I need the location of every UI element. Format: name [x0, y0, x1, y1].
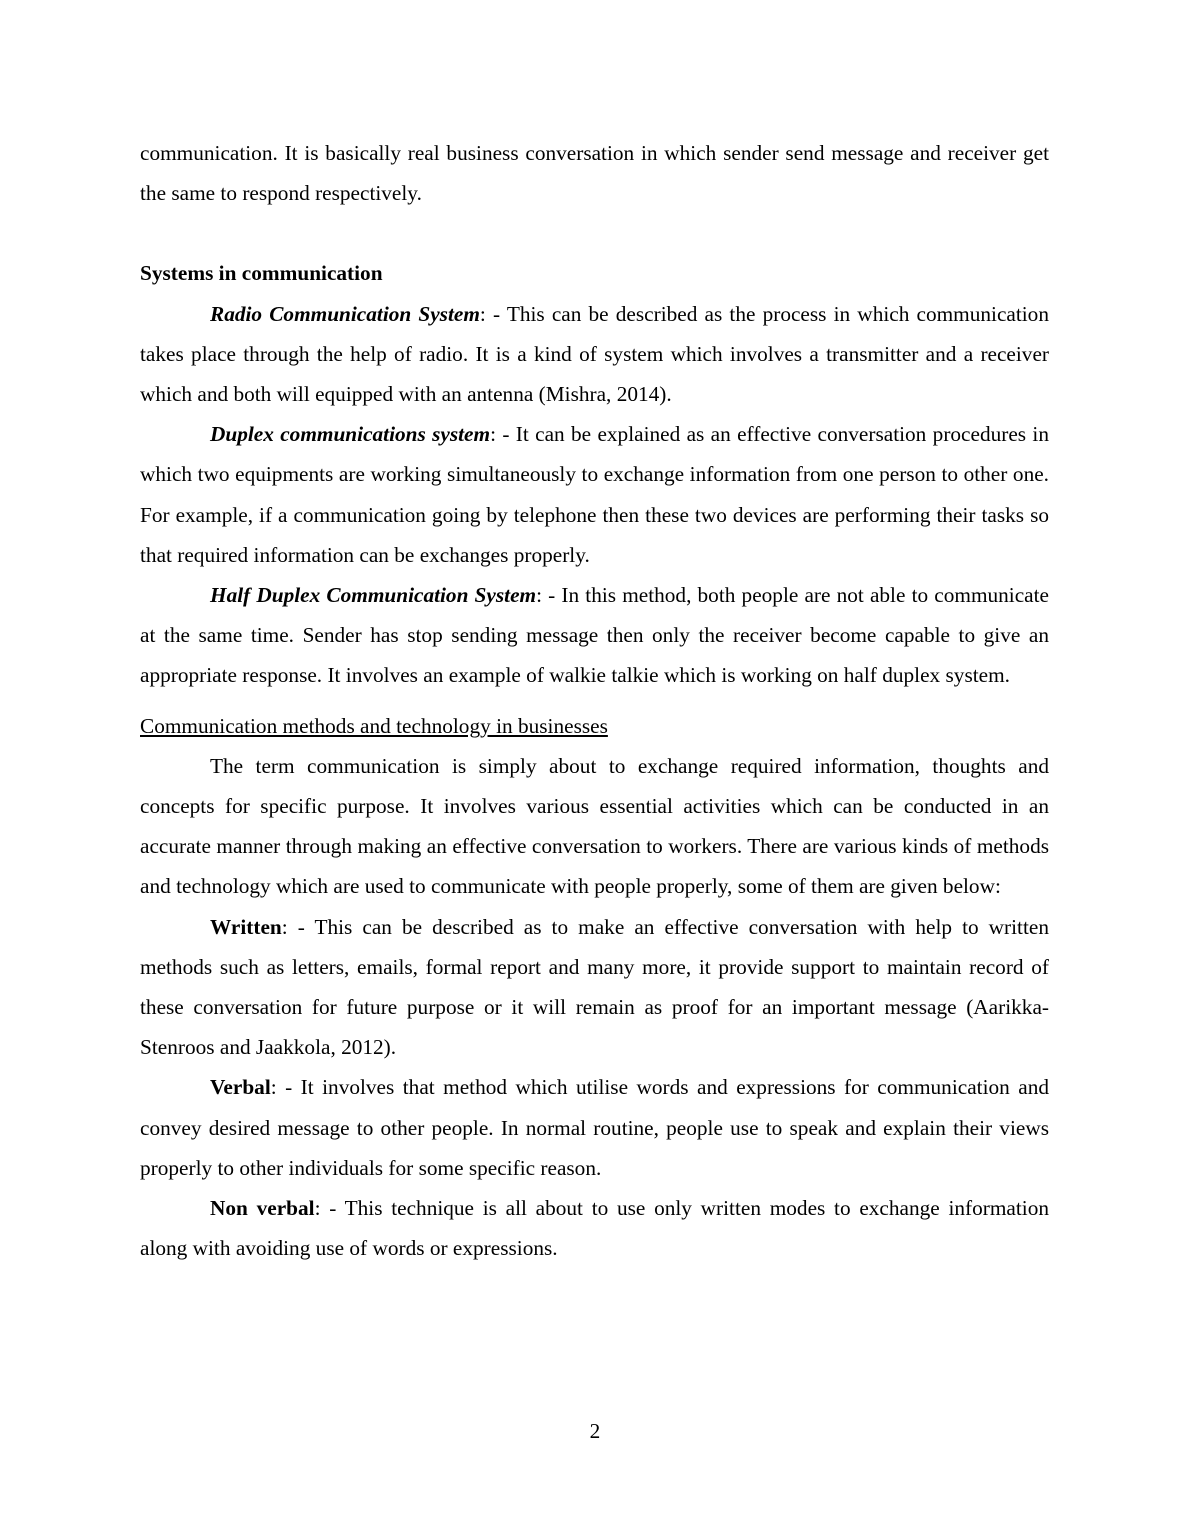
- method-separator: : -: [270, 1075, 301, 1100]
- system-paragraph-radio: [140, 294, 1049, 415]
- method-paragraph-written: [140, 907, 1049, 1068]
- method-paragraph-non-verbal: [140, 1188, 1049, 1268]
- system-term-duplex: Duplex communications system: [210, 422, 491, 447]
- document-page: [140, 133, 1049, 1268]
- method-body-written: This can be described as to make an effective conversation with help to written methods such as letters, emails, formal report and many more, it provide support to maintain record of these conversation for future purpose or it will remain as proof for an important message (Aarikka-Stenroos and Jaakkola, 2012).: [140, 914, 1049, 1060]
- system-paragraph-duplex: [140, 414, 1049, 575]
- system-separator: : -: [536, 583, 562, 608]
- system-paragraph-half-duplex: [140, 575, 1049, 696]
- method-body-non-verbal: This technique is all about to use only written modes to exchange information along with avoiding use of words or expressions.: [140, 1196, 1049, 1261]
- method-term-verbal: Verbal: [210, 1075, 271, 1100]
- method-paragraph-verbal: [140, 1067, 1049, 1188]
- method-term-non-verbal: Non verbal: [210, 1196, 315, 1221]
- system-body-half-duplex: In this method, both people are not able to communicate at the same time. Sender has stop sending message then only the receiver become capable to give an appropriate response. It involves an example of walkie talkie which is working on half duplex system.: [140, 583, 1049, 688]
- method-body-verbal: It involves that method which utilise words and expressions for communication and convey desired message to other people. In normal routine, people use to speak and explain their views properly to other individuals for some specific reason.: [140, 1075, 1049, 1180]
- method-term-written: Written: [210, 914, 282, 939]
- system-separator: : -: [490, 422, 516, 447]
- system-body-duplex: It can be explained as an effective conversation procedures in which two equipments are working simultaneously to exchange information from one person to other one. For example, if a communication going by telephone then these two devices are performing their tasks so that required information can be exchanges properly.: [140, 422, 1049, 567]
- method-separator: : -: [314, 1196, 345, 1221]
- system-separator: : -: [479, 301, 507, 326]
- method-separator: : -: [281, 914, 315, 939]
- intro-paragraph: communication. It is basically real business conversation in which sender send message and receiver get the same to respond respectively.: [140, 141, 1049, 206]
- methods-heading: Communication methods and technology in businesses: [140, 713, 608, 738]
- page-number: 2: [589, 1419, 601, 1443]
- methods-intro-paragraph: The term communication is simply about to exchange required information, thoughts and concepts for specific purpose. It involves various essential activities which can be conducted in an accurate manner through making an effective conversation to workers. There are various kinds of methods and technology which are used to communicate with people properly, some of them are given below:: [140, 753, 1049, 899]
- system-body-radio: This can be described as the process in which communication takes place through the help of radio. It is a kind of system which involves a transmitter and a receiver which and both will equipped with an antenna (Mishra, 2014).: [140, 301, 1049, 407]
- system-term-half-duplex: Half Duplex Communication System: [210, 583, 537, 608]
- system-term-radio: Radio Communication System: [210, 301, 480, 326]
- systems-heading: Systems in communication: [140, 261, 383, 286]
